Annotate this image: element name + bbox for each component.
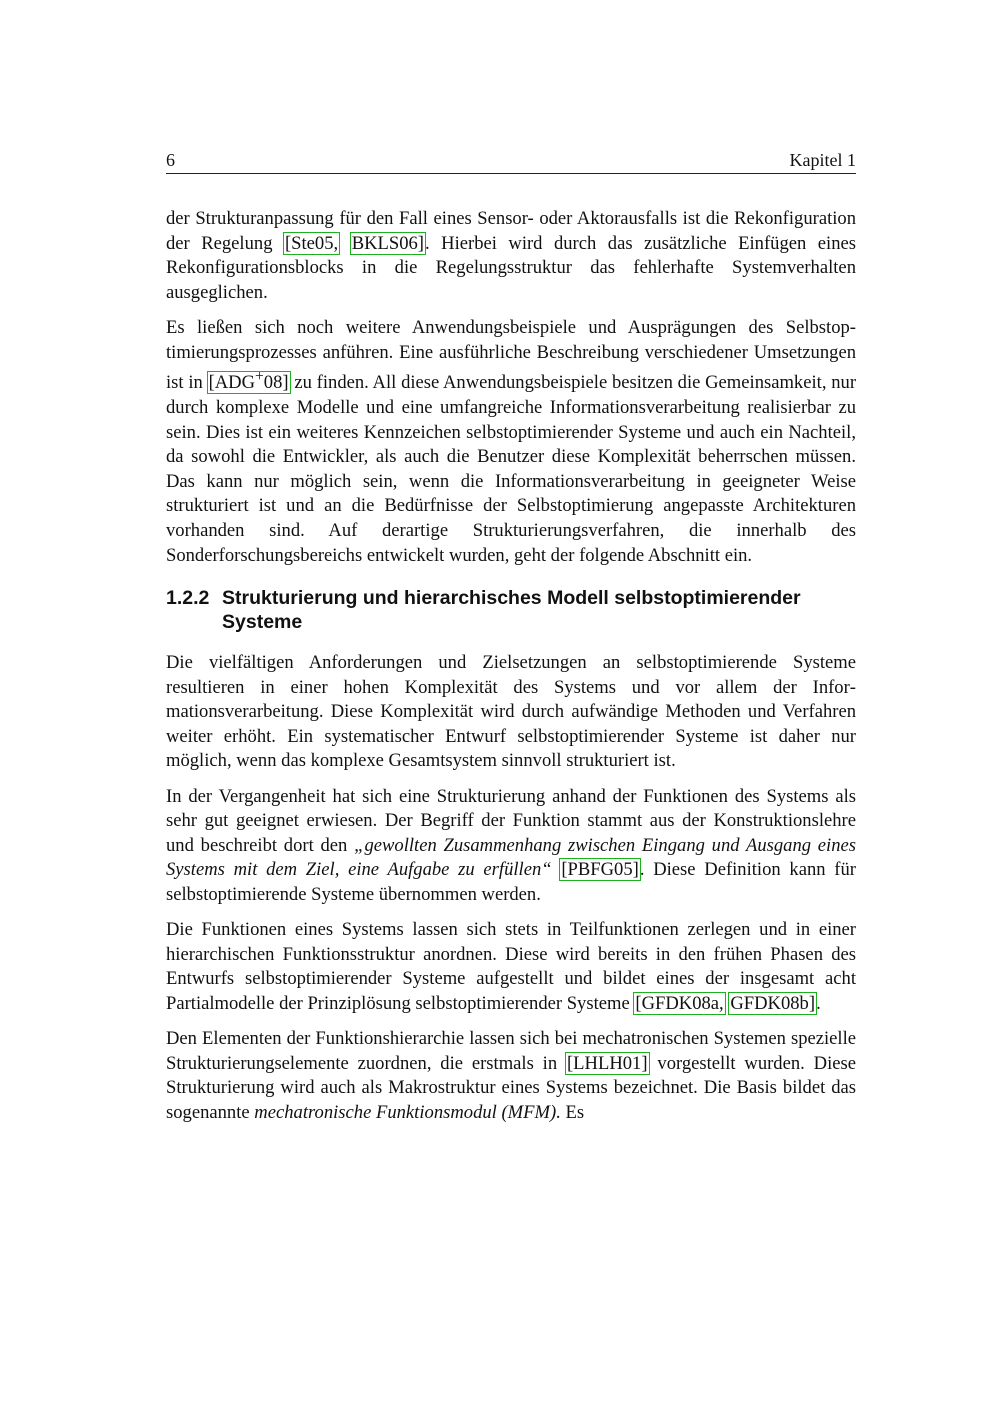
p2-text-a: Es ließen sich noch weitere Anwendungsbeispiele und Ausprägungen des Selbstoptimierungsprozesses anführen. Eine ausführliche Beschreibung verschiedener Umsetzungen ist in xyxy=(166,316,856,394)
citation-adg08-base: [ADG xyxy=(208,372,256,394)
citation-pbfg05[interactable]: [PBFG05] xyxy=(561,859,639,881)
p4-text-a: In der Vergangenheit hat sich eine Strukturierung anhand der Funktionen des Systems als sehr gut geeignet erwiesen. Der Begriff der Funktion stammt aus der Konstruktionslehre und beschreibt dort den xyxy=(166,785,856,856)
citation-adg08-sup: + xyxy=(255,368,264,386)
p1-text-a: der Strukturanpassung für den Fall eines Sensor- oder Aktorausfalls ist die Rekonfiguration der Regelung xyxy=(166,208,856,254)
p6-text-a: Den Elementen der Funktionshierarchie lassen sich bei mechatronischen Systemen spezielle Strukturierungselemente zuordnen, die erstmals in xyxy=(166,1028,856,1074)
chapter-label: Kapitel 1 xyxy=(789,150,856,170)
paragraph-5 xyxy=(166,918,856,1016)
citation-adg08[interactable] xyxy=(208,368,290,394)
citation-gfdk08b[interactable]: GFDK08b] xyxy=(730,993,816,1014)
paragraph-4 xyxy=(166,785,856,908)
p6-text-b: vorgestellt wurden. Diese Strukturierung wird auch als Makrostruktur eines Systems bezeichnet. Die Basis bildet das sogenannte xyxy=(166,1052,856,1123)
p6-text-c: Es xyxy=(560,1101,585,1123)
citation-lhlh01[interactable]: [LHLH01] xyxy=(566,1052,648,1074)
section-heading xyxy=(166,586,856,634)
p5-text-a: Die Funktionen eines Systems lassen sich stets in Teilfunktionen zerlegen und in einer hierarchischen Funktionsstruktur anordnen. Diese wird bereits in den frühen Phasen des Entwurfs selbstoptimierender Systeme aufgestellt und bildet eines der insgesamt acht Partialmodelle der Prinziplösung selbstoptimierender Systeme xyxy=(166,919,856,1014)
paragraph-6 xyxy=(166,1027,856,1125)
section-number: 1.2.2 xyxy=(166,587,210,610)
p3-text-a: Die vielfältigen Anforderungen und Zielsetzungen an selbstoptimierende Systeme resultieren in einer hohen Komplexität des Systems und vor allem der Informationsverarbeitung. Diese Komplexität wird durch aufwändige Methoden und Verfahren weiter erhöht. Ein systematischer Entwurf selbstoptimierender Systeme ist daher nur möglich, wenn das komplexe Gesamtsystem sinnvoll strukturiert ist. xyxy=(166,652,856,772)
paragraph-3 xyxy=(166,651,856,774)
paragraph-2 xyxy=(166,316,856,568)
page-header xyxy=(166,146,856,174)
section-title: Strukturierung und hierarchisches Modell selbstoptimierender Systeme xyxy=(222,587,801,634)
p4-quote: „gewollten Zusammenhang zwischen Eingang und Ausgang eines Systems mit dem Ziel, eine Aufgabe zu erfüllen“ xyxy=(166,834,856,881)
page-number: 6 xyxy=(166,150,175,170)
body-text xyxy=(166,207,856,1136)
p2-text-b: zu finden. All diese Anwendungsbeispiele besitzen die Gemeinsamkeit, nur durch komplexe Modelle und eine umfangreiche Informationsverarbeitung realisierbar zu sein. Dies ist ein weiteres Kennzeichen selbstoptimierender Systeme und auch ein Nachteil, da sowohl die Entwickler, als auch die Benutzer diese Komplexität beherrschen müssen. Das kann nur möglich sein, wenn die Informationsverarbeitung in geeigneter Weise strukturiert ist und an die Bedürfnisse der Selbstoptimierung angepasste Architekturen vorhanden sind. Auf derartige Strukturierungsverfahren, die innerhalb des Sonderforschungsbereichs entwickelt wurden, geht der folgende Abschnitt ein. xyxy=(166,372,857,566)
paragraph-1 xyxy=(166,207,856,305)
citation-gfdk08a[interactable]: [GFDK08a, xyxy=(635,993,724,1014)
p4-text-b: . Diese Definition kann für selbstoptimierende Systeme übernommen werden. xyxy=(166,859,856,906)
citation-ste05[interactable]: [Ste05, xyxy=(284,232,339,254)
p1-text-b: . Hierbei wird durch das zusätzliche Einfügen eines Rekonfigurationsblocks in die Regelungsstruktur das fehlerhafte Systemverhalten ausgeglichen. xyxy=(166,232,856,303)
citation-bkls06[interactable]: BKLS06] xyxy=(351,232,425,254)
p6-term: mechatronische Funktionsmodul (MFM). xyxy=(254,1101,561,1123)
p5-text-b: . xyxy=(816,993,821,1014)
citation-adg08-end: 08] xyxy=(263,372,289,394)
